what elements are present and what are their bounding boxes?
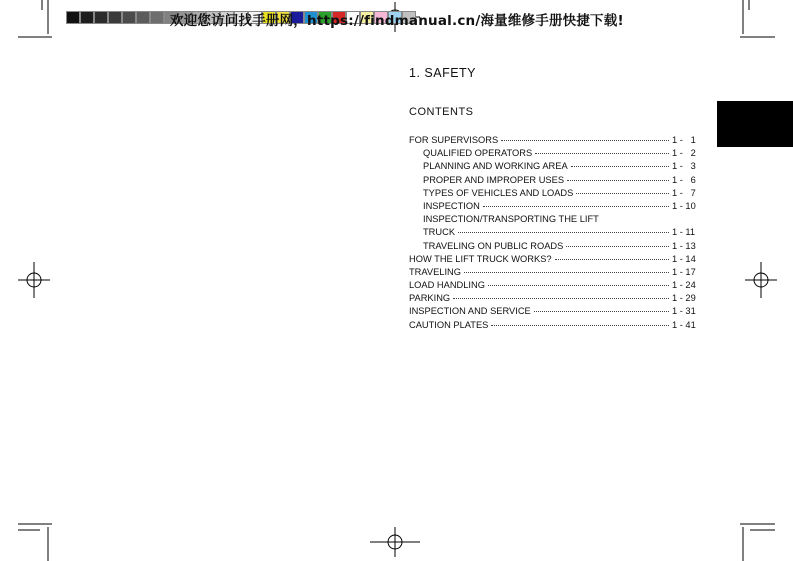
toc-entry-page: 1 - 10	[672, 200, 696, 211]
chapter-tab	[717, 101, 793, 147]
toc-entry-page: 1 - 3	[672, 161, 696, 172]
toc-dot-leader	[458, 232, 669, 233]
toc-entry[interactable]	[409, 188, 699, 201]
toc-dot-leader	[491, 325, 669, 326]
toc-entry-label: INSPECTION/TRANSPORTING THE LIFT	[423, 214, 599, 225]
toc-entry[interactable]	[409, 201, 699, 214]
toc-entry[interactable]	[409, 214, 699, 227]
toc-entry[interactable]	[409, 227, 699, 240]
toc-entry-page: 1 - 41	[672, 319, 696, 330]
toc-dot-leader	[483, 206, 669, 207]
toc-dot-leader	[576, 193, 669, 194]
toc-entry[interactable]	[409, 320, 699, 333]
color-swatch	[108, 11, 122, 24]
color-swatch	[66, 11, 80, 24]
toc-entry[interactable]	[409, 267, 699, 280]
toc-entry-page: 1 - 24	[672, 280, 696, 291]
toc-entry-page: 1 - 31	[672, 306, 696, 317]
toc-dot-leader	[464, 272, 669, 273]
toc-entry[interactable]	[409, 135, 699, 148]
toc-entry-label: PROPER AND IMPROPER USES	[423, 174, 565, 185]
toc-entry[interactable]	[409, 148, 699, 161]
contents-heading: CONTENTS	[409, 106, 474, 118]
toc-dot-leader	[566, 246, 669, 247]
toc-entry-label: HOW THE LIFT TRUCK WORKS?	[409, 253, 552, 264]
color-swatch	[136, 11, 150, 24]
toc-entry-label: FOR SUPERVISORS	[409, 135, 499, 145]
toc-entry-label: INSPECTION	[423, 200, 480, 211]
toc-entry-page: 1 - 2	[672, 148, 696, 159]
toc-entry[interactable]	[409, 293, 699, 306]
color-swatch	[94, 11, 108, 24]
toc-entry[interactable]	[409, 254, 699, 267]
toc-entry-label: PARKING	[409, 293, 451, 304]
color-swatch	[122, 11, 136, 24]
toc-dot-leader	[535, 153, 669, 154]
toc-entry-label: LOAD HANDLING	[409, 280, 485, 291]
toc-entry-label: TRAVELING ON PUBLIC ROADS	[423, 240, 564, 251]
toc-entry-page: 1 - 1	[672, 135, 696, 145]
toc-entry-page: 1 - 17	[672, 266, 696, 277]
section-title: 1. SAFETY	[409, 66, 477, 80]
toc-dot-leader	[453, 298, 669, 299]
toc-entry-page: 1 - 14	[672, 253, 696, 264]
toc-entry-label: TYPES OF VEHICLES AND LOADS	[423, 187, 574, 198]
toc-entry-label: TRUCK	[423, 227, 456, 238]
toc-entry-page: 1 - 29	[672, 293, 696, 304]
toc-dot-leader	[571, 166, 669, 167]
color-swatch	[80, 11, 94, 24]
toc-entry[interactable]	[409, 306, 699, 319]
toc-entry[interactable]	[409, 280, 699, 293]
toc-entry-label: INSPECTION AND SERVICE	[409, 306, 531, 317]
toc-entry-label: TRAVELING	[409, 266, 462, 277]
toc-entry[interactable]	[409, 175, 699, 188]
download-banner[interactable]: 欢迎您访问找手册网，https://findmanual.cn/海量维修手册快捷下载!	[170, 13, 624, 29]
table-of-contents	[409, 135, 699, 333]
toc-dot-leader	[534, 311, 669, 312]
toc-entry-label: CAUTION PLATES	[409, 319, 489, 330]
toc-entry-label: QUALIFIED OPERATORS	[423, 148, 533, 159]
color-swatch	[150, 11, 164, 24]
toc-dot-leader	[501, 140, 669, 141]
toc-entry[interactable]	[409, 161, 699, 174]
toc-dot-leader	[567, 180, 669, 181]
toc-entry[interactable]	[409, 241, 699, 254]
toc-dot-leader	[555, 259, 669, 260]
toc-entry-page: 1 - 7	[672, 187, 696, 198]
toc-entry-label: PLANNING AND WORKING AREA	[423, 161, 568, 172]
toc-entry-page: 1 - 11	[672, 227, 696, 238]
toc-dot-leader	[488, 285, 669, 286]
toc-entry-page: 1 - 6	[672, 174, 696, 185]
toc-entry-page: 1 - 13	[672, 240, 696, 251]
